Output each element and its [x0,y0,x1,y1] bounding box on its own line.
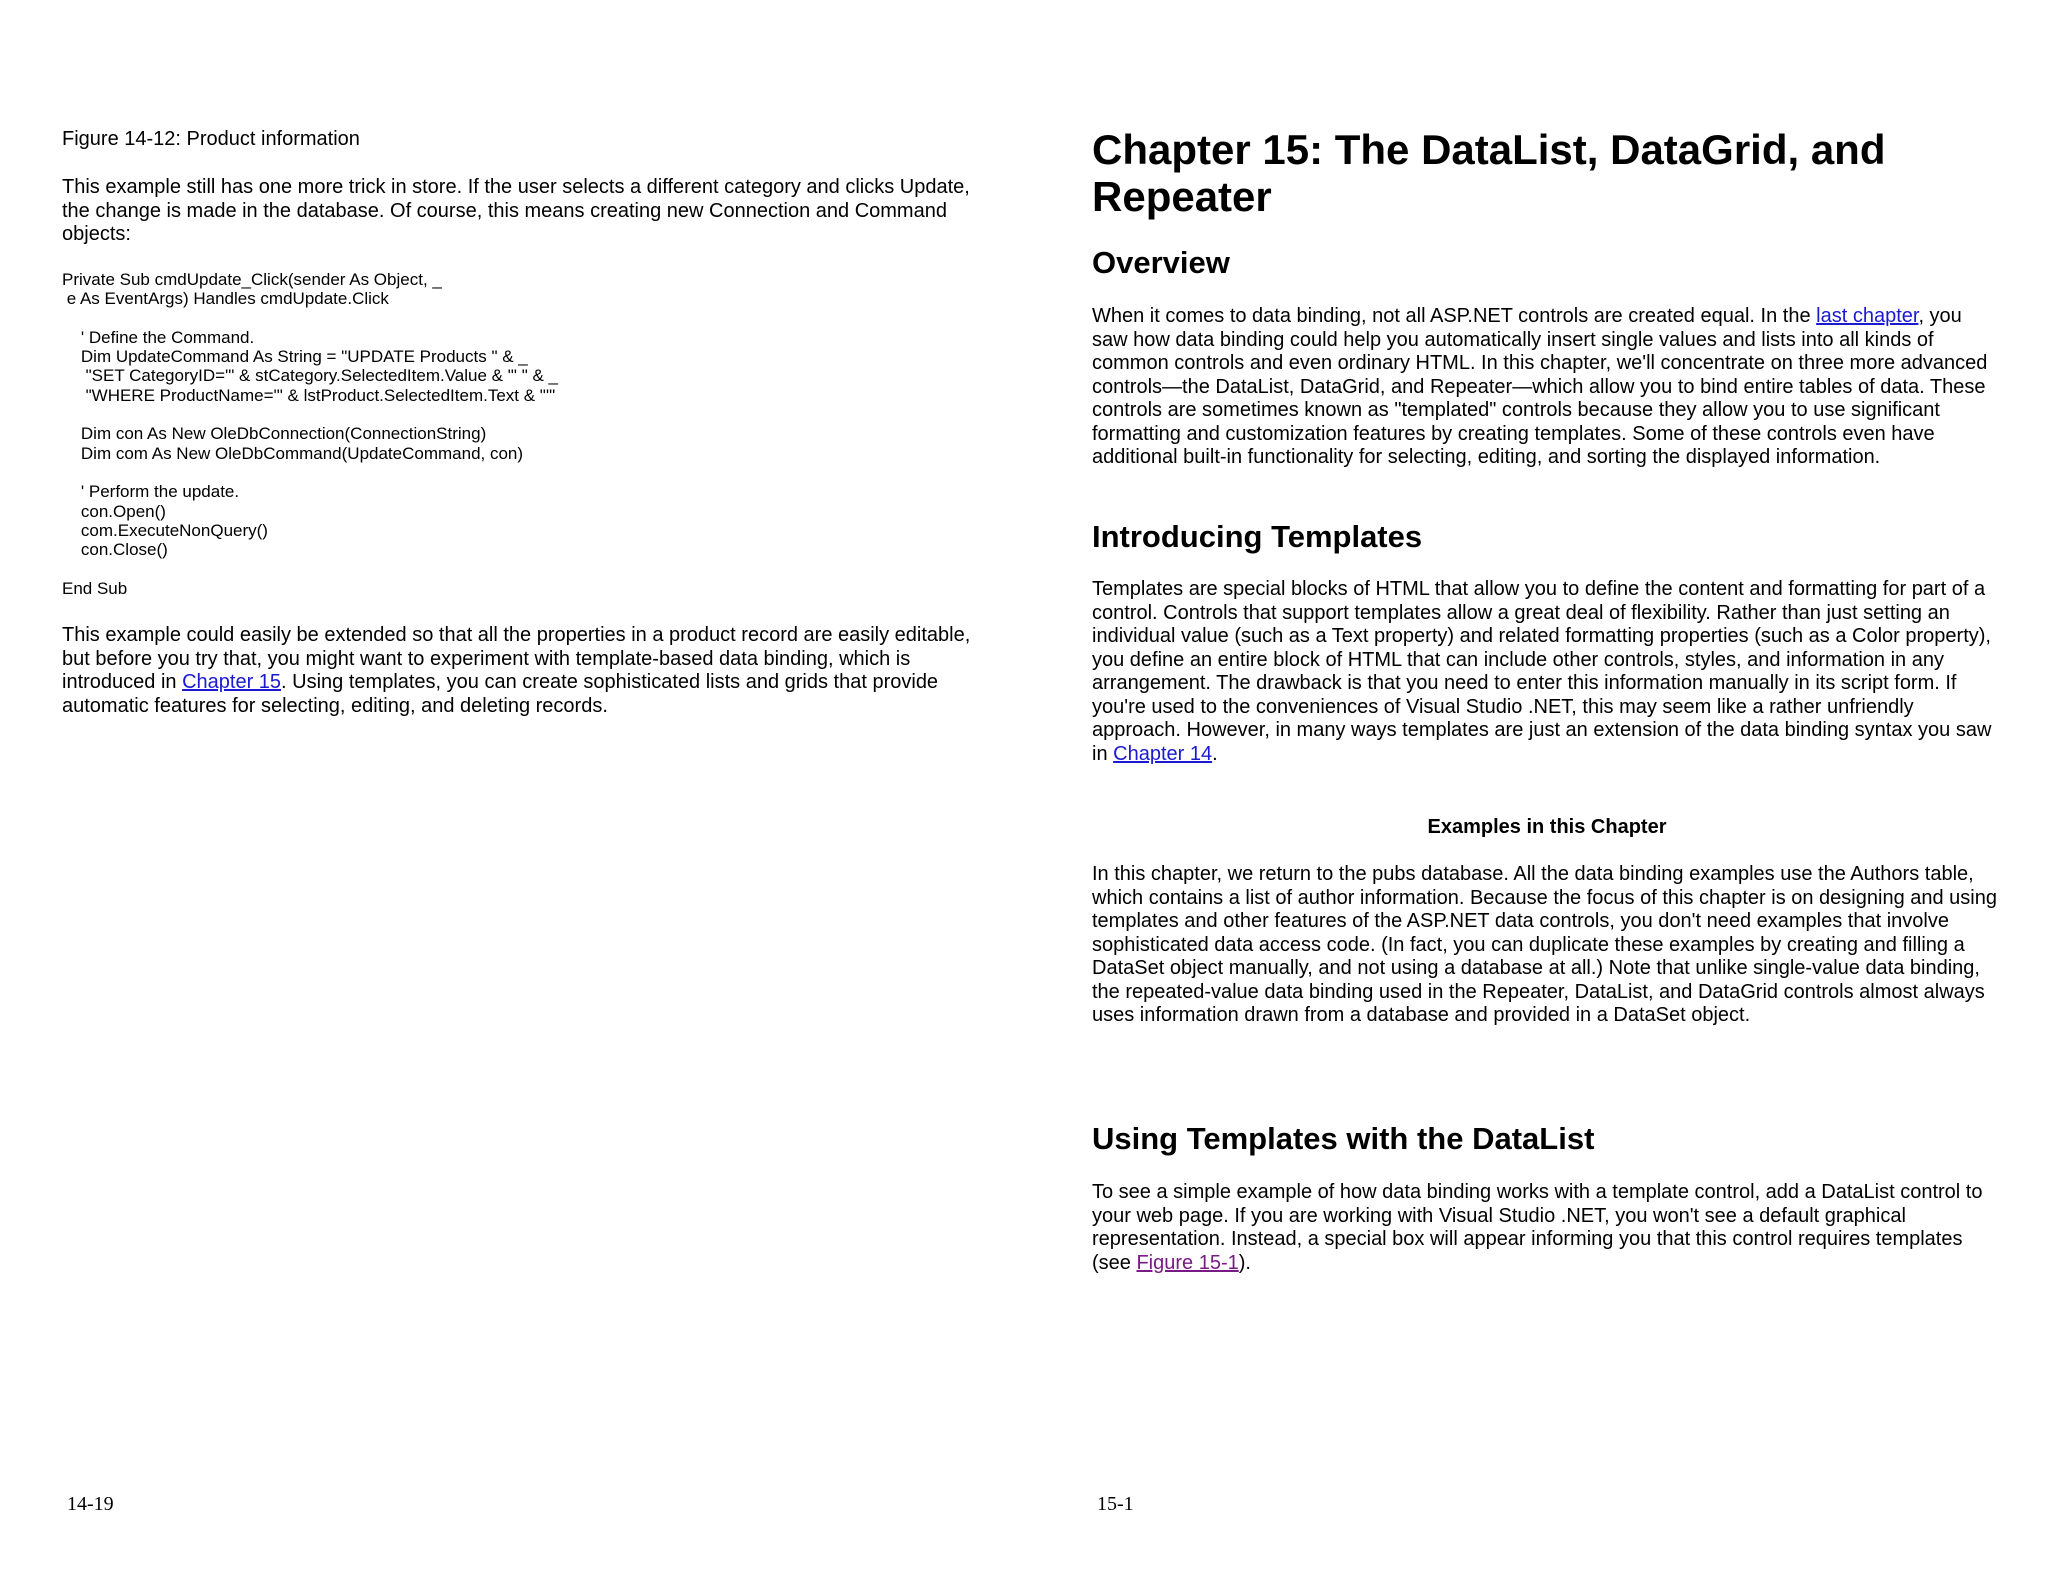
figure-caption: Figure 14-12: Product information [62,128,360,150]
page-number-left: 14-19 [67,1493,114,1515]
closing-text-after: . Using templates, you can create sophisticated lists and grids that provide automatic features for selecting, editing, and deleting records. [62,671,939,717]
left-page [62,0,1002,1582]
closing-paragraph [62,624,987,718]
overview-text-after: , you saw how data binding could help you automatically insert single values and lists into all kinds of common controls and even ordinary HTML. In this chapter, we'll concentrate on three more advanced controls—the DataList, DataGrid, and Repeater—which allow you to bind entire tables of data. These controls are sometimes known as "templated" controls because they allow you to use significant formatting and customization features by creating templates. Some of these controls even have additional built-in functionality for selecting, editing, and sorting the displayed information. [1092,305,1988,468]
examples-heading: Examples in this Chapter [1427,816,1667,838]
last-chapter-link[interactable]: last chapter [1816,305,1919,327]
closing-text-before: This example could easily be extended so that all the properties in a product record are easily editable, but before you try that, you might want to experiment with template-based data binding, which is introduced in [62,624,971,693]
templates-text-after: . [1212,742,1218,765]
introducing-templates-heading: Introducing Templates [1092,519,1423,554]
code-block: Private Sub cmdUpdate_Click(sender As Object, _ e As EventArgs) Handles cmdUpdate.Click ' Define the Command. Dim UpdateCommand As String = "UPDATE Products " & _ "SET CategoryID='" & stCategory.SelectedItem.Value & "' " & _ "WHERE ProductName='" & lstProduct.SelectedItem.Text & "'" Dim con As New OleDbConnection(ConnectionString) Dim com As New OleDbCommand(UpdateCommand, con) ' Perform the update. con.Open() com.ExecuteNonQuery() con.Close() End Sub [62,270,558,598]
introducing-templates-paragraph [1092,578,2002,766]
chapter-14-link[interactable]: Chapter 14 [1113,742,1213,765]
overview-text-before: When it comes to data binding, not all ASP.NET controls are created equal. In the [1092,305,1817,327]
figure-15-1-link[interactable]: Figure 15-1 [1136,1251,1239,1274]
using-templates-paragraph [1092,1181,2002,1275]
using-text-before: To see a simple example of how data binding works with a template control, add a DataList control to your web page. If you are working with Visual Studio .NET, you won't see a default graphical representation. Instead, a special box will appear informing you that this control requires templates (see [1092,1181,1983,1274]
overview-paragraph [1092,305,2002,470]
intro-paragraph: This example still has one more trick in store. If the user selects a different category and clicks Update, the change is made in the database. Of course, this means creating new Connection and Command objects: [62,176,970,245]
templates-text-before: Templates are special blocks of HTML that allow you to define the content and formatting for part of a control. Controls that support templates allow a great deal of flexibility. Rather than just setting an individual value (such as a Text property) and related formatting properties (such as a Color property), you define an entire block of HTML that can include other controls, styles, and information in any arrangement. The drawback is that you need to enter this information manually in its script form. If you're used to the conveniences of Visual Studio .NET, this may seem like a rather unfriendly approach. However, in many ways templates are just an extension of the data binding syntax you saw in [1092,578,1992,765]
examples-paragraph: In this chapter, we return to the pubs database. All the data binding examples use the Authors table, which contains a list of author information. Because the focus of this chapter is on designing and using templates and other features of the ASP.NET data controls, you don't need examples that involve sophisticated data access code. (In fact, you can duplicate these examples by creating and filling a DataSet object manually, and not using a database at all.) Note that unlike single-value data binding, the repeated-value data binding used in the Repeater, DataList, and DataGrid controls almost always uses information drawn from a database and provided in a DataSet object. [1092,863,1997,1026]
chapter-title: Chapter 15: The DataList, DataGrid, and Repeater [1092,126,1886,220]
chapter-15-link[interactable]: Chapter 15 [182,671,282,693]
page-number-right: 15-1 [1097,1493,1134,1515]
using-templates-heading: Using Templates with the DataList [1092,1121,1595,1156]
right-page [1092,0,2002,1582]
overview-heading: Overview [1092,245,1230,280]
using-text-after: ). [1238,1251,1251,1274]
